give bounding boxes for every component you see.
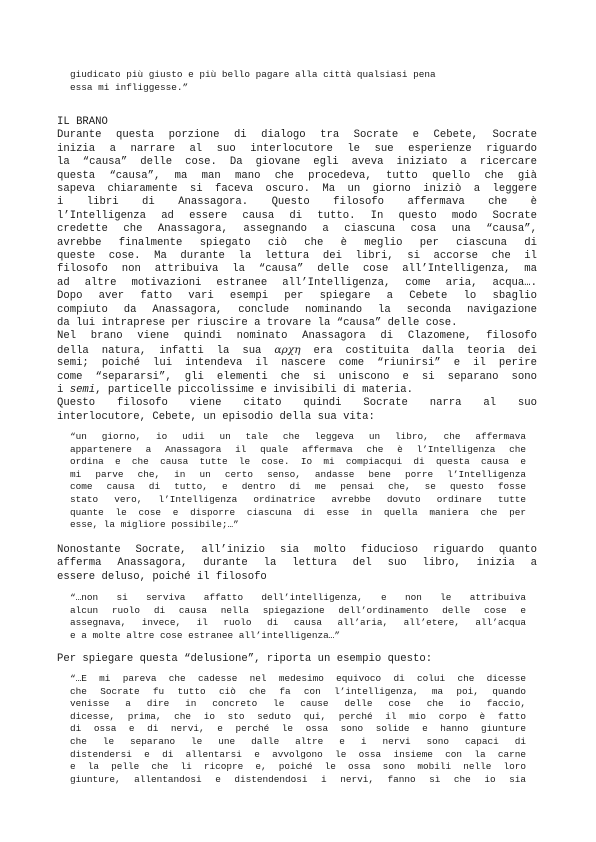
quote-line: come causa di tutto, e dentro di me pensai che, se questo fosse [70, 481, 526, 493]
paragraph-line: come “separarsi”, gli elementi che si uniscono e si separano sono [57, 370, 537, 383]
quote-line: dicesse, prima, che io sto seduto qui, perché il mio corpo è fatto [70, 710, 526, 722]
paragraph-line [57, 384, 537, 397]
paragraph-line: questa “causa”, ma man mano che procedeva, tutto quello che già [57, 169, 537, 182]
paragraph-line: Dopo aver fatto vari esempi per spiegare a Cebete lo sbaglio [57, 290, 537, 303]
paragraph-line: ad altre motivazioni estranee all’Intelligenza, come aria, acqua…. [57, 276, 537, 289]
paragraph-line: Durante questa porzione di dialogo tra Socrate e Cebete, Socrate [57, 129, 537, 142]
quote-line: “…non si serviva affatto dell’intelligenza, e non le attribuiva [70, 592, 526, 603]
paragraph-line: sapeva chiaramente si faceva oscuro. Ma un giorno iniziò a leggere [57, 183, 537, 195]
quote-line: giunture, allentandosi e distendendosi i nervi, fanno sì che io sia [70, 773, 526, 785]
quote-line: venisse a dire in concreto le cause delle cose che io faccio, [70, 698, 526, 710]
quote-line: ordina e che causa tutte le cose. Io mi compiacqui di questa causa e [70, 456, 526, 468]
paragraph-line: queste cose. Ma durante la lettura dei libri, si accorse che il [57, 250, 537, 262]
top-quote-line: essa mi infliggesse.” [70, 82, 189, 93]
paragraph-line: essere deluso, poiché il filosofo [57, 570, 267, 583]
paragraph-line: avrebbe finalmente spiegato ciò che è meglio per ciascuna di [57, 236, 537, 249]
text-run: i [57, 384, 70, 396]
text-run: , particelle piccolissime e invisibili di materia. [95, 384, 414, 396]
text-run: era costituita dalla teoria dei [300, 344, 537, 357]
paragraph-line: inizia a narrare al suo interlocutore le sue esperienze riguardo [57, 142, 537, 155]
quote-line: alcun ruolo di causa nella spiegazione dell’ordinamento delle cose e [70, 604, 526, 616]
paragraph-line: interlocutore, Cebete, un episodio della sua vita: [57, 410, 375, 423]
quote-line: assegnava, invece, il ruolo di causa all’aria, all’etere, all’acqua [70, 617, 526, 629]
paragraph-line: afferma Anassagora, durante la lettura del suo libro, inizia a [57, 557, 537, 570]
quote-line: di ossa e di nervi, e perché le ossa sono solide e hanno giunture [70, 723, 526, 735]
quote-line: stato vero, l’Intelligenza ordinatrice avrebbe dovuto ordinare tutte [70, 494, 526, 505]
quote-line: distendersi e di allentarsi e avvolgono le ossa insieme con la carne [70, 748, 526, 760]
paragraph-line: Questo filosofo viene citato quindi Socrate narra al suo [57, 397, 537, 410]
paragraph-line [57, 344, 537, 358]
quote-line: quante le cose e disporre ciascuna di esse in quella maniera che per [70, 506, 526, 518]
quote-line: appartenere a Anassagora il quale affermava che è l’Intelligenza che [70, 443, 526, 455]
top-quote-line: giudicato più giusto e più bello pagare alla città qualsiasi pena [70, 69, 436, 80]
paragraph-line: credette che Anassagora, assegnando a ciascuna cosa una “causa”, [57, 223, 537, 236]
quote-line: mi parve che, in un certo senso, andasse bene porre l’Intelligenza [70, 468, 526, 480]
emphasis-semi: semi [69, 384, 96, 396]
text-run: della natura, infatti la sua [57, 344, 275, 357]
paragraph-line: la “causa” delle cose. Da giovane egli aveva iniziato a ricercare [57, 156, 537, 169]
paragraph-line: da lui intraprese per riuscire a trovare la “causa” delle cose. [57, 317, 458, 329]
paragraph-line: Per spiegare questa “delusione”, riporta un esempio questo: [57, 653, 433, 665]
paragraph-line: filosofo non attribuiva la “causa” delle cose all’Intelligenza, ma [57, 263, 537, 276]
paragraph-line: i libri di Anassagora. Questo filosofo affermava che è [57, 196, 537, 209]
quote-line: che Socrate fu tutto ciò che fa con l’intelligenza, ma poi, quando [70, 685, 526, 697]
quote-line: e la pelle che li ricopre e, poiché le ossa sono mobili nelle loro [70, 761, 526, 773]
quote-line: che le separano le une dalle altre e i nervi sono capaci di [70, 736, 526, 747]
quote-line: e a molte altre cose estranee all’intelligenza…” [70, 629, 341, 641]
paragraph-line: Nonostante Socrate, all’inizio sia molto fiducioso riguardo quanto [57, 544, 537, 556]
paragraph-line: semi; poiché lui intendeva il nascere come “riunirsi” e il perire [57, 357, 537, 370]
paragraph-line: l’Intelligenza ad essere causa di tutto. In questo modo Socrate [57, 209, 537, 222]
quote-line: “…E mi pareva che cadesse nel medesimo equivoco di colui che dicesse [70, 673, 526, 684]
paragraph-line: compiuto da Anassagora, conclude nominando la seconda navigazione [57, 303, 537, 316]
section-heading: IL BRANO [57, 116, 108, 128]
greek-arche-term: αρχη [274, 343, 301, 356]
quote-line: esse, la migliore possibile;…” [70, 519, 239, 531]
quote-line: “un giorno, io udii un tale che leggeva un libro, che affermava [70, 431, 526, 442]
paragraph-line: Nel brano viene quindi nominato Anassagora di Clazomene, filosofo [57, 330, 537, 343]
